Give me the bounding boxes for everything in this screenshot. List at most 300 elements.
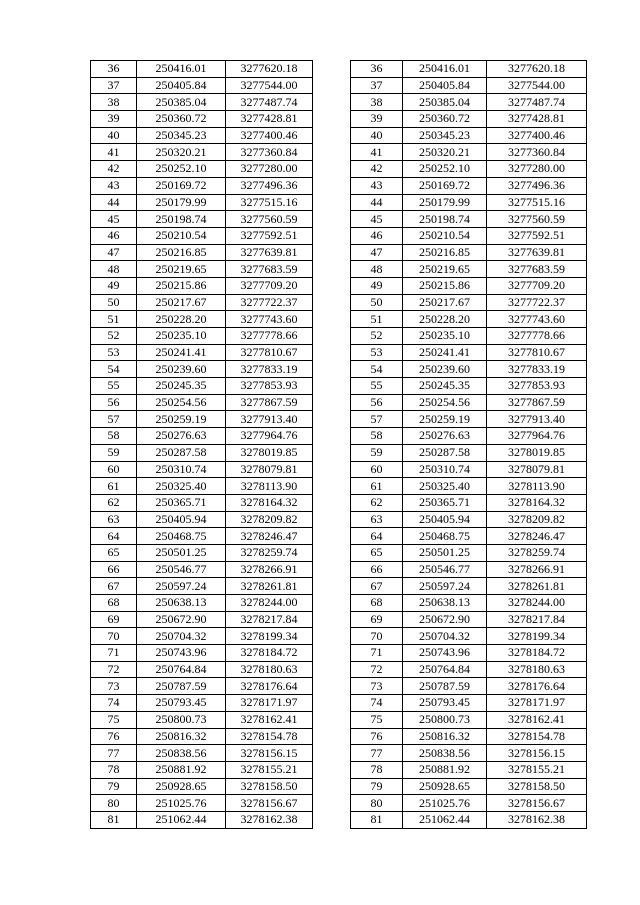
x-coordinate-cell: 250276.63 (137, 428, 226, 445)
table-row (351, 277, 587, 294)
table-row (91, 127, 313, 144)
table-row (91, 411, 313, 428)
point-number-cell: 51 (91, 311, 137, 328)
point-number-cell: 51 (351, 311, 403, 328)
point-number-cell: 79 (91, 778, 137, 795)
x-coordinate-cell: 250169.72 (137, 177, 226, 194)
point-number-cell: 43 (91, 177, 137, 194)
table-row (351, 311, 587, 328)
table-row (91, 177, 313, 194)
point-number-cell: 59 (351, 444, 403, 461)
x-coordinate-cell: 250405.94 (137, 511, 226, 528)
table-row (91, 361, 313, 378)
table-row (351, 528, 587, 545)
x-coordinate-cell: 250416.01 (403, 61, 487, 78)
table-row (351, 544, 587, 561)
table-row (351, 478, 587, 495)
y-coordinate-cell: 3278158.50 (487, 778, 587, 795)
x-coordinate-cell: 250310.74 (137, 461, 226, 478)
table-row (91, 528, 313, 545)
x-coordinate-cell: 250239.60 (403, 361, 487, 378)
x-coordinate-cell: 250345.23 (137, 127, 226, 144)
point-number-cell: 80 (351, 795, 403, 812)
table-row (91, 645, 313, 662)
x-coordinate-cell: 250210.54 (403, 227, 487, 244)
x-coordinate-cell: 250320.21 (137, 144, 226, 161)
x-coordinate-cell: 250928.65 (137, 778, 226, 795)
y-coordinate-cell: 3278209.82 (487, 511, 587, 528)
x-coordinate-cell: 250501.25 (403, 544, 487, 561)
point-number-cell: 52 (91, 328, 137, 345)
point-number-cell: 77 (91, 745, 137, 762)
point-number-cell: 49 (91, 277, 137, 294)
y-coordinate-cell: 3278162.38 (487, 811, 587, 828)
table-row (91, 611, 313, 628)
x-coordinate-cell: 250259.19 (403, 411, 487, 428)
table-row (91, 795, 313, 812)
point-number-cell: 71 (351, 645, 403, 662)
x-coordinate-cell: 250385.04 (137, 94, 226, 111)
y-coordinate-cell: 3278266.91 (487, 561, 587, 578)
table-row (351, 361, 587, 378)
y-coordinate-cell: 3277360.84 (487, 144, 587, 161)
point-number-cell: 39 (351, 111, 403, 128)
point-number-cell: 38 (91, 94, 137, 111)
y-coordinate-cell: 3278246.47 (487, 528, 587, 545)
x-coordinate-cell: 250672.90 (137, 611, 226, 628)
y-coordinate-cell: 3277913.40 (226, 411, 313, 428)
x-coordinate-cell: 250816.32 (403, 728, 487, 745)
y-coordinate-cell: 3277280.00 (226, 161, 313, 178)
table-row (91, 428, 313, 445)
point-number-cell: 79 (351, 778, 403, 795)
point-number-cell: 42 (351, 161, 403, 178)
y-coordinate-cell: 3278259.74 (226, 544, 313, 561)
x-coordinate-cell: 250217.67 (137, 294, 226, 311)
x-coordinate-cell: 250365.71 (137, 494, 226, 511)
point-number-cell: 58 (91, 428, 137, 445)
y-coordinate-cell: 3278199.34 (226, 628, 313, 645)
table-row (91, 661, 313, 678)
y-coordinate-cell: 3277639.81 (226, 244, 313, 261)
table-row (91, 61, 313, 78)
x-coordinate-cell: 251025.76 (137, 795, 226, 812)
y-coordinate-cell: 3278164.32 (487, 494, 587, 511)
y-coordinate-cell: 3278176.64 (487, 678, 587, 695)
table-row (91, 277, 313, 294)
point-number-cell: 62 (91, 494, 137, 511)
x-coordinate-cell: 250179.99 (403, 194, 487, 211)
point-number-cell: 53 (91, 344, 137, 361)
table-row (91, 111, 313, 128)
x-coordinate-cell: 250179.99 (137, 194, 226, 211)
y-coordinate-cell: 3277620.18 (226, 61, 313, 78)
x-coordinate-cell: 250235.10 (137, 328, 226, 345)
point-number-cell: 64 (91, 528, 137, 545)
x-coordinate-cell: 250416.01 (137, 61, 226, 78)
table-row (351, 344, 587, 361)
x-coordinate-cell: 250405.94 (403, 511, 487, 528)
table-row (91, 678, 313, 695)
x-coordinate-cell: 250800.73 (137, 711, 226, 728)
y-coordinate-cell: 3278155.21 (487, 761, 587, 778)
y-coordinate-cell: 3277964.76 (487, 428, 587, 445)
point-number-cell: 70 (351, 628, 403, 645)
y-coordinate-cell: 3278261.81 (226, 578, 313, 595)
point-number-cell: 50 (351, 294, 403, 311)
x-coordinate-cell: 250210.54 (137, 227, 226, 244)
y-coordinate-cell: 3277743.60 (487, 311, 587, 328)
table-row (91, 261, 313, 278)
x-coordinate-cell: 250241.41 (137, 344, 226, 361)
y-coordinate-cell: 3277515.16 (226, 194, 313, 211)
x-coordinate-cell: 250928.65 (403, 778, 487, 795)
x-coordinate-cell: 250672.90 (403, 611, 487, 628)
point-number-cell: 48 (351, 261, 403, 278)
y-coordinate-cell: 3277722.37 (487, 294, 587, 311)
y-coordinate-cell: 3277833.19 (226, 361, 313, 378)
table-row (351, 194, 587, 211)
table-row (91, 394, 313, 411)
y-coordinate-cell: 3278217.84 (487, 611, 587, 628)
point-number-cell: 37 (351, 77, 403, 94)
x-coordinate-cell: 250215.86 (137, 277, 226, 294)
y-coordinate-cell: 3277544.00 (226, 77, 313, 94)
x-coordinate-cell: 250198.74 (403, 211, 487, 228)
table-row (351, 61, 587, 78)
point-number-cell: 67 (91, 578, 137, 595)
point-number-cell: 56 (91, 394, 137, 411)
table-row (351, 177, 587, 194)
point-number-cell: 41 (351, 144, 403, 161)
point-number-cell: 59 (91, 444, 137, 461)
point-number-cell: 42 (91, 161, 137, 178)
table-row (351, 94, 587, 111)
x-coordinate-cell: 250816.32 (137, 728, 226, 745)
point-number-cell: 61 (351, 478, 403, 495)
x-coordinate-cell: 250228.20 (403, 311, 487, 328)
x-coordinate-cell: 251025.76 (403, 795, 487, 812)
x-coordinate-cell: 250198.74 (137, 211, 226, 228)
y-coordinate-cell: 3277778.66 (226, 328, 313, 345)
table-row (351, 227, 587, 244)
point-number-cell: 55 (91, 378, 137, 395)
table-row (351, 411, 587, 428)
x-coordinate-cell: 250287.58 (403, 444, 487, 461)
point-number-cell: 43 (351, 177, 403, 194)
point-number-cell: 67 (351, 578, 403, 595)
point-number-cell: 68 (351, 595, 403, 612)
table-row (351, 378, 587, 395)
point-number-cell: 65 (91, 544, 137, 561)
table-row (91, 211, 313, 228)
y-coordinate-cell: 3278156.15 (226, 745, 313, 762)
table-body (91, 61, 313, 829)
table-row (91, 478, 313, 495)
table-row (91, 94, 313, 111)
table-row (91, 77, 313, 94)
x-coordinate-cell: 250228.20 (137, 311, 226, 328)
x-coordinate-cell: 250325.40 (137, 478, 226, 495)
point-number-cell: 56 (351, 394, 403, 411)
x-coordinate-cell: 250764.84 (403, 661, 487, 678)
table-row (91, 294, 313, 311)
y-coordinate-cell: 3277810.67 (487, 344, 587, 361)
y-coordinate-cell: 3278019.85 (226, 444, 313, 461)
point-number-cell: 52 (351, 328, 403, 345)
point-number-cell: 38 (351, 94, 403, 111)
point-number-cell: 68 (91, 595, 137, 612)
point-number-cell: 73 (91, 678, 137, 695)
y-coordinate-cell: 3278199.34 (487, 628, 587, 645)
y-coordinate-cell: 3277620.18 (487, 61, 587, 78)
y-coordinate-cell: 3278246.47 (226, 528, 313, 545)
y-coordinate-cell: 3277683.59 (226, 261, 313, 278)
x-coordinate-cell: 250704.32 (403, 628, 487, 645)
y-coordinate-cell: 3277592.51 (226, 227, 313, 244)
table-row (91, 378, 313, 395)
x-coordinate-cell: 250254.56 (403, 394, 487, 411)
x-coordinate-cell: 250546.77 (403, 561, 487, 578)
y-coordinate-cell: 3277853.93 (226, 378, 313, 395)
y-coordinate-cell: 3278244.00 (487, 595, 587, 612)
y-coordinate-cell: 3278113.90 (226, 478, 313, 495)
table-row (351, 561, 587, 578)
table-row (91, 161, 313, 178)
y-coordinate-cell: 3277400.46 (487, 127, 587, 144)
x-coordinate-cell: 250360.72 (403, 111, 487, 128)
point-number-cell: 74 (351, 695, 403, 712)
x-coordinate-cell: 250310.74 (403, 461, 487, 478)
point-number-cell: 75 (91, 711, 137, 728)
y-coordinate-cell: 3278113.90 (487, 478, 587, 495)
point-number-cell: 62 (351, 494, 403, 511)
point-number-cell: 57 (91, 411, 137, 428)
y-coordinate-cell: 3277778.66 (487, 328, 587, 345)
x-coordinate-cell: 250793.45 (137, 695, 226, 712)
x-coordinate-cell: 250325.40 (403, 478, 487, 495)
table-row (351, 444, 587, 461)
table-row (351, 611, 587, 628)
point-number-cell: 73 (351, 678, 403, 695)
table-row (91, 344, 313, 361)
table-row (91, 311, 313, 328)
y-coordinate-cell: 3277913.40 (487, 411, 587, 428)
point-number-cell: 46 (91, 227, 137, 244)
x-coordinate-cell: 250743.96 (403, 645, 487, 662)
table-body (351, 61, 587, 829)
table-row (91, 328, 313, 345)
x-coordinate-cell: 250385.04 (403, 94, 487, 111)
point-number-cell: 64 (351, 528, 403, 545)
y-coordinate-cell: 3277964.76 (226, 428, 313, 445)
point-number-cell: 39 (91, 111, 137, 128)
table-row (351, 428, 587, 445)
table-row (351, 661, 587, 678)
y-coordinate-cell: 3278154.78 (487, 728, 587, 745)
table-row (91, 578, 313, 595)
y-coordinate-cell: 3278164.32 (226, 494, 313, 511)
y-coordinate-cell: 3277722.37 (226, 294, 313, 311)
x-coordinate-cell: 250546.77 (137, 561, 226, 578)
x-coordinate-cell: 250881.92 (403, 761, 487, 778)
table-row (351, 77, 587, 94)
table-row (91, 728, 313, 745)
point-number-cell: 78 (91, 761, 137, 778)
point-number-cell: 70 (91, 628, 137, 645)
table-row (91, 144, 313, 161)
x-coordinate-cell: 250216.85 (137, 244, 226, 261)
x-coordinate-cell: 250245.35 (403, 378, 487, 395)
point-number-cell: 69 (351, 611, 403, 628)
point-number-cell: 65 (351, 544, 403, 561)
table-row (91, 511, 313, 528)
x-coordinate-cell: 250235.10 (403, 328, 487, 345)
x-coordinate-cell: 250252.10 (137, 161, 226, 178)
point-number-cell: 57 (351, 411, 403, 428)
table-row (351, 111, 587, 128)
y-coordinate-cell: 3277487.74 (487, 94, 587, 111)
point-number-cell: 40 (91, 127, 137, 144)
table-row (351, 811, 587, 828)
table-row (351, 394, 587, 411)
x-coordinate-cell: 250468.75 (137, 528, 226, 545)
table-row (351, 778, 587, 795)
point-number-cell: 50 (91, 294, 137, 311)
y-coordinate-cell: 3278154.78 (226, 728, 313, 745)
y-coordinate-cell: 3277709.20 (487, 277, 587, 294)
x-coordinate-cell: 250345.23 (403, 127, 487, 144)
y-coordinate-cell: 3278184.72 (226, 645, 313, 662)
table-row (351, 127, 587, 144)
x-coordinate-cell: 250215.86 (403, 277, 487, 294)
x-coordinate-cell: 250787.59 (403, 678, 487, 695)
y-coordinate-cell: 3278217.84 (226, 611, 313, 628)
y-coordinate-cell: 3277810.67 (226, 344, 313, 361)
y-coordinate-cell: 3277560.59 (487, 211, 587, 228)
coordinate-table-left (90, 60, 313, 829)
x-coordinate-cell: 250216.85 (403, 244, 487, 261)
y-coordinate-cell: 3277867.59 (487, 394, 587, 411)
x-coordinate-cell: 250169.72 (403, 177, 487, 194)
y-coordinate-cell: 3277428.81 (226, 111, 313, 128)
x-coordinate-cell: 250838.56 (137, 745, 226, 762)
x-coordinate-cell: 250217.67 (403, 294, 487, 311)
coordinate-table-right (350, 60, 587, 829)
table-row (351, 795, 587, 812)
table-row (351, 628, 587, 645)
x-coordinate-cell: 250252.10 (403, 161, 487, 178)
point-number-cell: 53 (351, 344, 403, 361)
point-number-cell: 41 (91, 144, 137, 161)
y-coordinate-cell: 3277496.36 (226, 177, 313, 194)
table-row (351, 511, 587, 528)
point-number-cell: 45 (351, 211, 403, 228)
point-number-cell: 72 (91, 661, 137, 678)
table-row (91, 461, 313, 478)
y-coordinate-cell: 3278209.82 (226, 511, 313, 528)
table-row (351, 461, 587, 478)
y-coordinate-cell: 3277560.59 (226, 211, 313, 228)
x-coordinate-cell: 250793.45 (403, 695, 487, 712)
x-coordinate-cell: 250800.73 (403, 711, 487, 728)
y-coordinate-cell: 3278156.67 (226, 795, 313, 812)
y-coordinate-cell: 3277592.51 (487, 227, 587, 244)
y-coordinate-cell: 3277280.00 (487, 161, 587, 178)
x-coordinate-cell: 250743.96 (137, 645, 226, 662)
y-coordinate-cell: 3278266.91 (226, 561, 313, 578)
y-coordinate-cell: 3277853.93 (487, 378, 587, 395)
point-number-cell: 81 (91, 811, 137, 828)
y-coordinate-cell: 3278019.85 (487, 444, 587, 461)
x-coordinate-cell: 250468.75 (403, 528, 487, 545)
point-number-cell: 44 (351, 194, 403, 211)
x-coordinate-cell: 250259.19 (137, 411, 226, 428)
x-coordinate-cell: 250838.56 (403, 745, 487, 762)
y-coordinate-cell: 3277544.00 (487, 77, 587, 94)
point-number-cell: 80 (91, 795, 137, 812)
y-coordinate-cell: 3278156.67 (487, 795, 587, 812)
point-number-cell: 72 (351, 661, 403, 678)
table-row (91, 227, 313, 244)
table-row (351, 645, 587, 662)
table-row (91, 194, 313, 211)
y-coordinate-cell: 3278180.63 (226, 661, 313, 678)
y-coordinate-cell: 3278184.72 (487, 645, 587, 662)
y-coordinate-cell: 3278244.00 (226, 595, 313, 612)
point-number-cell: 46 (351, 227, 403, 244)
y-coordinate-cell: 3278156.15 (487, 745, 587, 762)
x-coordinate-cell: 250787.59 (137, 678, 226, 695)
x-coordinate-cell: 250219.65 (403, 261, 487, 278)
y-coordinate-cell: 3278259.74 (487, 544, 587, 561)
y-coordinate-cell: 3277515.16 (487, 194, 587, 211)
table-row (351, 678, 587, 695)
y-coordinate-cell: 3278155.21 (226, 761, 313, 778)
x-coordinate-cell: 250320.21 (403, 144, 487, 161)
table-row (351, 328, 587, 345)
table-row (91, 695, 313, 712)
y-coordinate-cell: 3277709.20 (226, 277, 313, 294)
x-coordinate-cell: 250764.84 (137, 661, 226, 678)
x-coordinate-cell: 250405.84 (403, 77, 487, 94)
table-row (91, 444, 313, 461)
y-coordinate-cell: 3278162.38 (226, 811, 313, 828)
table-row (351, 211, 587, 228)
table-row (91, 628, 313, 645)
y-coordinate-cell: 3278162.41 (226, 711, 313, 728)
table-row (351, 244, 587, 261)
table-row (91, 811, 313, 828)
table-row (351, 711, 587, 728)
point-number-cell: 76 (351, 728, 403, 745)
point-number-cell: 76 (91, 728, 137, 745)
x-coordinate-cell: 251062.44 (137, 811, 226, 828)
y-coordinate-cell: 3277743.60 (226, 311, 313, 328)
table-row (351, 761, 587, 778)
table-row (351, 261, 587, 278)
x-coordinate-cell: 250597.24 (137, 578, 226, 595)
x-coordinate-cell: 250276.63 (403, 428, 487, 445)
x-coordinate-cell: 250597.24 (403, 578, 487, 595)
y-coordinate-cell: 3278261.81 (487, 578, 587, 595)
point-number-cell: 69 (91, 611, 137, 628)
point-number-cell: 55 (351, 378, 403, 395)
table-row (91, 711, 313, 728)
table-row (351, 294, 587, 311)
x-coordinate-cell: 250638.13 (137, 595, 226, 612)
table-row (91, 778, 313, 795)
